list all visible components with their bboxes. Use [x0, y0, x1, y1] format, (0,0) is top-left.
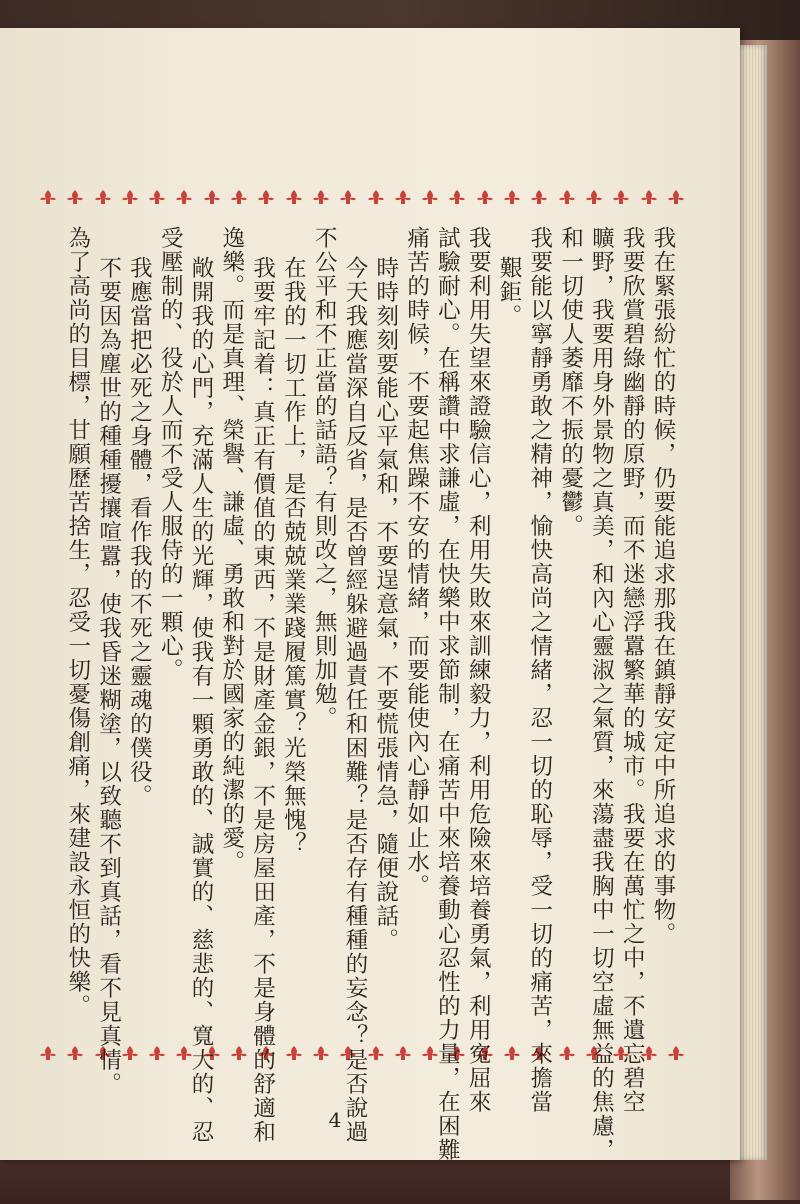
- vertical-text-body: [50, 226, 690, 1162]
- text-column: 痛苦的時候，不要起焦躁不安的情緒，而要能使內心靜如止水。: [403, 226, 430, 898]
- text-column: 受壓制的、役於人而不受人服侍的一顆心。: [157, 226, 184, 682]
- fleur-ornament-icon: [65, 1045, 85, 1061]
- fleur-ornament-icon: [420, 189, 440, 205]
- text-column: 時時刻刻要能心平氣和，不要逞意氣，不要慌張情急，隨便說話。: [372, 256, 399, 952]
- text-column: 我應當把必死之身體，看作我的不死之靈魂的僕役。: [126, 256, 153, 808]
- fleur-ornament-icon: [502, 1045, 522, 1061]
- fleur-ornament-icon: [202, 189, 222, 205]
- text-column: 曠野，我要用身外景物之真美，和內心靈淑之氣質，來蕩盡我胸中一切空虛無益的焦慮，: [588, 226, 615, 1162]
- fleur-ornament-icon: [65, 189, 85, 205]
- fleur-ornament-icon: [475, 189, 495, 205]
- text-column: 艱鉅。: [496, 256, 522, 328]
- text-column: 試驗耐心。在稱讚中求謙虛，在快樂中求節制，在痛苦中來培養動心忍性的力量，在困難: [434, 226, 461, 1162]
- fleur-ornament-icon: [584, 189, 604, 205]
- text-column: 我要利用失望來證驗信心，利用失敗來訓練毅力，利用危險來培養勇氣，利用寃屈來: [465, 226, 492, 1114]
- fleur-ornament-icon: [529, 189, 549, 205]
- text-column: 不公平和不正當的話語？有則改之，無則加勉。: [311, 226, 338, 730]
- fleur-ornament-icon: [393, 1045, 413, 1061]
- page-number: 4: [328, 1108, 342, 1132]
- top-ornament-border: [38, 188, 686, 206]
- fleur-ornament-icon: [38, 189, 58, 205]
- fleur-ornament-icon: [311, 1045, 331, 1061]
- fleur-ornament-icon: [174, 189, 194, 205]
- text-column: 逸樂。而是真理、榮譽、謙虛、勇敢和對於國家的純潔的愛。: [218, 226, 245, 874]
- fleur-ornament-icon: [502, 189, 522, 205]
- book-page: [0, 28, 740, 1160]
- fleur-ornament-icon: [229, 189, 249, 205]
- fleur-ornament-icon: [229, 1045, 249, 1061]
- fleur-ornament-icon: [557, 1045, 577, 1061]
- text-column: 我在緊張紛忙的時候，仍要能追求那我在鎮靜安定中所追求的事物。: [650, 226, 676, 946]
- text-column: 我要牢記着：真正有價值的東西，不是財產金銀，不是房屋田產，不是身體的舒適和: [249, 256, 276, 1144]
- text-column: 我要欣賞碧綠幽靜的原野，而不迷戀浮囂繁華的城市。我要在萬忙之中，不遺忘碧空: [619, 226, 646, 1114]
- fleur-ornament-icon: [120, 189, 140, 205]
- fleur-ornament-icon: [93, 189, 113, 205]
- fleur-ornament-icon: [447, 189, 467, 205]
- fleur-ornament-icon: [611, 189, 631, 205]
- fleur-ornament-icon: [666, 1045, 686, 1061]
- fleur-ornament-icon: [38, 1045, 58, 1061]
- text-column: 在我的一切工作上，是否兢兢業業踐履篤實？光榮無愧？: [280, 256, 307, 856]
- fleur-ornament-icon: [338, 189, 358, 205]
- text-column: 今天我應當深自反省，是否曾經躲避過責任和困難？是否存有種種的妄念？是否說過: [342, 256, 368, 1144]
- fleur-ornament-icon: [284, 1045, 304, 1061]
- fleur-ornament-icon: [147, 189, 167, 205]
- fleur-ornament-icon: [557, 189, 577, 205]
- text-column: 敞開我的心門，充滿人生的光輝，使我有一顆勇敢的、誠實的、慈悲的、寬大的、忍: [188, 256, 214, 1144]
- fleur-ornament-icon: [393, 189, 413, 205]
- fleur-ornament-icon: [366, 189, 386, 205]
- fleur-ornament-icon: [666, 189, 686, 205]
- text-column: 我要能以寧靜勇敢之精神，愉快高尚之情緒，忍一切的恥辱，受一切的痛苦，來擔當: [526, 226, 553, 1114]
- fleur-ornament-icon: [256, 189, 276, 205]
- fleur-ornament-icon: [147, 1045, 167, 1061]
- fleur-ornament-icon: [311, 189, 331, 205]
- text-column: 不要因為塵世的種種擾攘喧囂，使我昏迷糊塗，以致聽不到真話，看不見真情。: [95, 256, 122, 1096]
- text-column: 為了高尚的目標，甘願歷苦捨生，忍受一切憂傷創痛，來建設永恒的快樂。: [64, 226, 91, 1018]
- text-column: 和一切使人萎靡不振的憂鬱。: [557, 226, 584, 538]
- fleur-ornament-icon: [639, 189, 659, 205]
- fleur-ornament-icon: [284, 189, 304, 205]
